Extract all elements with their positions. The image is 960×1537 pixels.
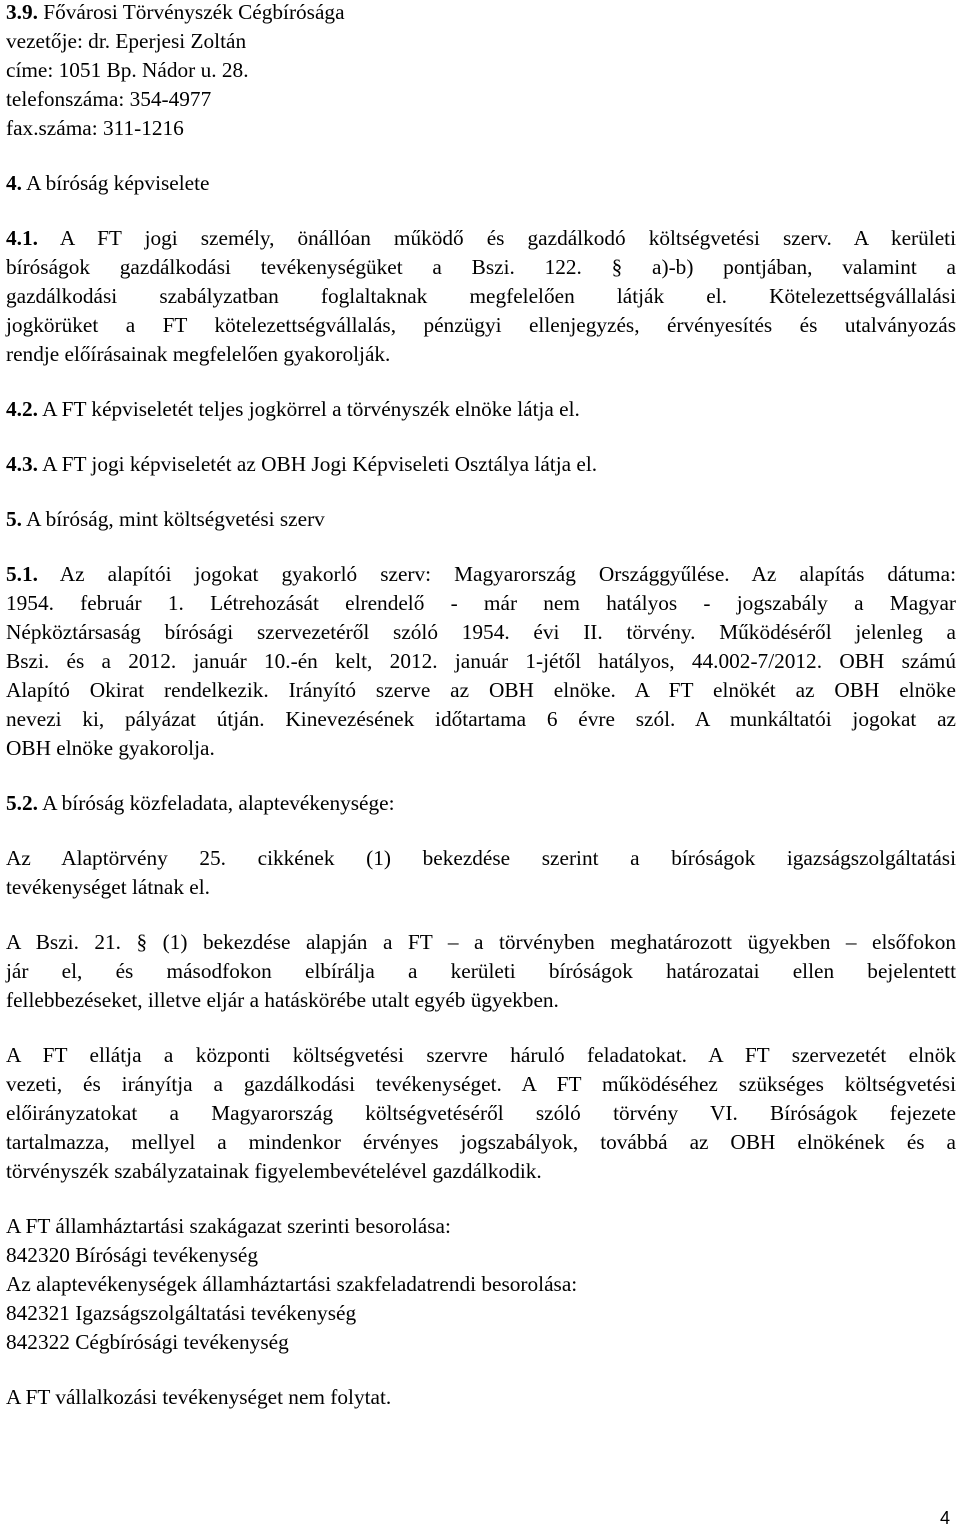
paragraph-line: A FT jogi személy, önállóan működő és gazdálkodó költségvetési szerv. A kerületi: [37, 226, 956, 250]
section-number: 5.: [6, 507, 22, 531]
paragraph-line: nevezi ki, pályázat útján. Kinevezésének időtartama 6 évre szól. A munkáltatói jogokat az: [6, 707, 956, 731]
section-number: 4.: [6, 171, 22, 195]
paragraph-5-1: [6, 560, 956, 763]
paragraph-line: OBH elnöke gyakorolja.: [6, 736, 215, 760]
page-number: 4: [939, 1508, 950, 1528]
fax-line: fax.száma: 311-1216: [6, 116, 184, 140]
paragraph-4-2: [6, 395, 956, 424]
paragraph-line: Az Alaptörvény 25. cikkének (1) bekezdése szerint a bíróságok igazságszolgáltatási: [6, 846, 956, 870]
paragraph-line: 1954. február 1. Létrehozását elrendelő - már nem hatályos - jogszabály a Magyar: [6, 591, 956, 615]
paragraph-line: jogkörüket a FT kötelezettségvállalás, pénzügyi ellenjegyzés, érvényesítés és utalványozás: [6, 313, 956, 337]
paragraph-line: előirányzatokat a Magyarország költségvetéséről szóló törvény VI. Bíróságok fejezete: [6, 1101, 956, 1125]
paragraph-text: A FT képviseletét teljes jogkörrel a törvényszék elnöke látja el.: [37, 397, 580, 421]
paragraph-number: 5.2.: [6, 791, 38, 815]
paragraph-5-2: [6, 789, 956, 818]
classification-line: A FT államháztartási szakágazat szerinti besorolása:: [6, 1214, 451, 1238]
business-activity-line: A FT vállalkozási tevékenységet nem folytat.: [6, 1385, 392, 1409]
phone-line: telefonszáma: 354-4977: [6, 87, 212, 111]
paragraph-line: Népköztársaság bírósági szervezetéről szóló 1954. évi II. törvény. Működéséről jelenleg a: [6, 620, 956, 644]
section-heading-4: [6, 169, 956, 198]
paragraph-line: tevékenységet látnak el.: [6, 875, 211, 899]
paragraph-number: 5.1.: [6, 562, 38, 586]
paragraph-line: Az alapítói jogokat gyakorló szerv: Magyarország Országgyűlése. Az alapítás dátuma:: [37, 562, 956, 586]
paragraph-alaptorveny: [6, 844, 956, 902]
classification-line: 842320 Bírósági tevékenység: [6, 1243, 258, 1267]
paragraph-line: fellebbezéseket, illetve eljár a hatáskörébe utalt egyéb ügyekben.: [6, 988, 559, 1012]
paragraph-line: vezeti, és irányítja a gazdálkodási tevékenységet. A FT működéséhez szükséges költségvetési: [6, 1072, 956, 1096]
paragraph-line: A FT ellátja a központi költségvetési szervre háruló feladatokat. A FT szervezetét elnök: [6, 1043, 956, 1067]
leader-line: vezetője: dr. Eperjesi Zoltán: [6, 29, 247, 53]
section-title: Fővárosi Törvényszék Cégbírósága: [37, 0, 345, 24]
paragraph-line: gazdálkodási szabályzatban foglaltaknak megfelelően látják el. Kötelezettségvállalási: [6, 284, 956, 308]
section-title: A bíróság képviselete: [21, 171, 210, 195]
paragraph-number: 4.3.: [6, 452, 38, 476]
classification-line: 842322 Cégbírósági tevékenység: [6, 1330, 289, 1354]
paragraph-line: A Bszi. 21. § (1) bekezdése alapján a FT – a törvényben meghatározott ügyekben – elsőfokon: [6, 930, 956, 954]
section-heading-3-9: [6, 0, 956, 27]
paragraph-line: törvényszék szabályzatainak figyelembevételével gazdálkodik.: [6, 1159, 542, 1183]
paragraph-4-1: [6, 224, 956, 369]
paragraph-feladatok: [6, 1041, 956, 1186]
document-page: [6, 0, 956, 1412]
paragraph-line: bíróságok gazdálkodási tevékenységüket a Bszi. 122. § a)-b) pontjában, valamint a: [6, 255, 956, 279]
paragraph-title: A bíróság közfeladata, alaptevékenysége:: [37, 791, 395, 815]
paragraph-number: 4.2.: [6, 397, 38, 421]
paragraph-text: A FT jogi képviseletét az OBH Jogi Képviseleti Osztálya látja el.: [37, 452, 598, 476]
paragraph-line: Alapító Okirat rendelkezik. Irányító szerve az OBH elnöke. A FT elnökét az OBH elnöke: [6, 678, 956, 702]
address-line: címe: 1051 Bp. Nádor u. 28.: [6, 58, 249, 82]
section-heading-5: [6, 505, 956, 534]
paragraph-4-3: [6, 450, 956, 479]
paragraph-line: jár el, és másodfokon elbírálja a kerületi bíróságok határozatai ellen bejelentett: [6, 959, 956, 983]
classification-block: [6, 1212, 956, 1357]
paragraph-number: 4.1.: [6, 226, 38, 250]
paragraph-line: Bszi. és a 2012. január 10.-én kelt, 2012. január 1-jétől hatályos, 44.002-7/2012. OBH számú: [6, 649, 956, 673]
classification-line: 842321 Igazságszolgáltatási tevékenység: [6, 1301, 357, 1325]
classification-line: Az alaptevékenységek államháztartási szakfeladatrendi besorolása:: [6, 1272, 578, 1296]
paragraph-line: tartalmazza, mellyel a mindenkor érvényes jogszabályok, továbbá az OBH elnökének és a: [6, 1130, 956, 1154]
paragraph-line: rendje előírásainak megfelelően gyakorolják.: [6, 342, 391, 366]
section-number: 3.9.: [6, 0, 38, 24]
paragraph-bszi: [6, 928, 956, 1015]
section-title: A bíróság, mint költségvetési szerv: [21, 507, 325, 531]
